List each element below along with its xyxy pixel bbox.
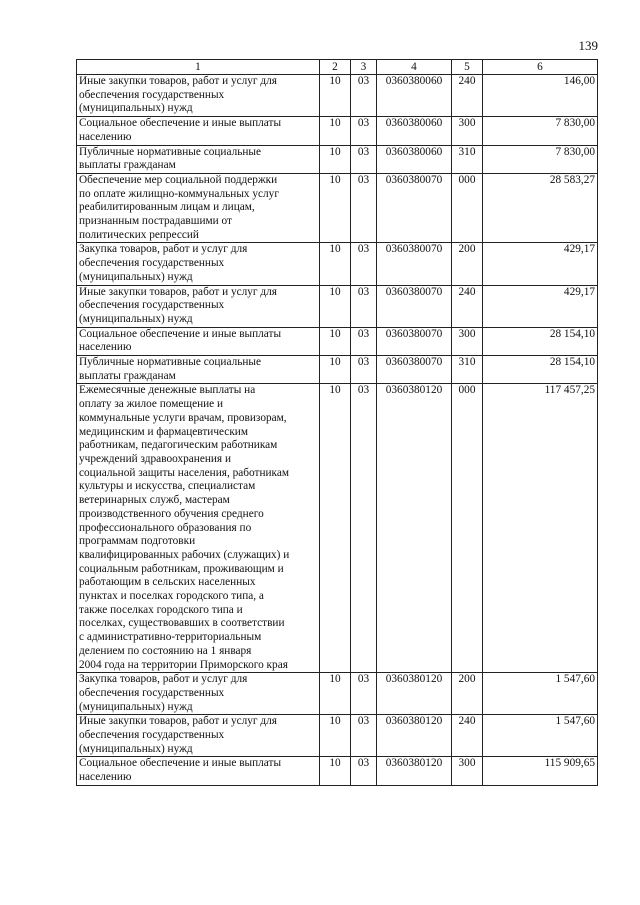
item-name-line: Закупка товаров, работ и услуг для <box>79 243 248 256</box>
item-name-line: обеспечения государственных <box>79 686 225 699</box>
amount-cell: 1 547,60 <box>483 673 598 715</box>
budget-table <box>76 59 598 786</box>
target-article-cell: 0360380060 <box>377 145 452 173</box>
section-code-cell: 10 <box>320 243 351 285</box>
expense-type-cell: 310 <box>452 356 483 384</box>
item-name-line: обеспечения государственных <box>79 257 225 270</box>
subsection-code-cell: 03 <box>351 384 377 673</box>
item-name-cell <box>77 75 320 117</box>
item-name-line: работникам, педагогическим работникам <box>79 439 278 452</box>
amount-cell: 429,17 <box>483 285 598 327</box>
item-name-cell <box>77 327 320 355</box>
item-name-line: Социальное обеспечение и иные выплаты <box>79 327 282 340</box>
section-code-cell: 10 <box>320 356 351 384</box>
item-name-cell <box>77 173 320 243</box>
expense-type-cell: 200 <box>452 243 483 285</box>
item-name-cell <box>77 117 320 145</box>
item-name-line: оплату за жилое помещение и <box>79 398 224 411</box>
item-name-line: также поселках городского типа и <box>79 603 243 616</box>
header-col-6: 6 <box>483 60 598 75</box>
table-row <box>77 384 598 673</box>
item-name-line: Публичные нормативные социальные <box>79 145 262 158</box>
item-name-line: обеспечения государственных <box>79 299 225 312</box>
item-name-line: реабилитированным лицам и лицам, <box>79 201 255 214</box>
item-name-line: Социальное обеспечение и иные выплаты <box>79 757 282 770</box>
item-name-line: населению <box>79 771 132 784</box>
amount-cell: 7 830,00 <box>483 145 598 173</box>
header-col-4: 4 <box>377 60 452 75</box>
item-name-line: программам подготовки <box>79 535 196 548</box>
item-name-line: с административно-территориальным <box>79 631 262 644</box>
expense-type-cell: 200 <box>452 673 483 715</box>
item-name-line: политических репрессий <box>79 228 199 241</box>
table-row <box>77 327 598 355</box>
item-name-line: социальным работникам, проживающим и <box>79 562 284 575</box>
expense-type-cell: 300 <box>452 757 483 785</box>
item-name-line: квалифицированных рабочих (служащих) и <box>79 548 290 561</box>
table-row <box>77 673 598 715</box>
expense-type-cell: 000 <box>452 384 483 673</box>
item-name-cell <box>77 243 320 285</box>
table-row <box>77 75 598 117</box>
item-name-line: работающим в сельских населенных <box>79 576 256 589</box>
item-name-line: Иные закупки товаров, работ и услуг для <box>79 75 277 87</box>
section-code-cell: 10 <box>320 715 351 757</box>
table-row <box>77 285 598 327</box>
section-code-cell: 10 <box>320 75 351 117</box>
amount-cell: 7 830,00 <box>483 117 598 145</box>
target-article-cell: 0360380070 <box>377 173 452 243</box>
header-col-5: 5 <box>452 60 483 75</box>
target-article-cell: 0360380070 <box>377 243 452 285</box>
subsection-code-cell: 03 <box>351 757 377 785</box>
table-row <box>77 757 598 785</box>
item-name-line: населению <box>79 341 132 354</box>
subsection-code-cell: 03 <box>351 117 377 145</box>
item-name-line: Иные закупки товаров, работ и услуг для <box>79 715 277 728</box>
expense-type-cell: 240 <box>452 75 483 117</box>
item-name-line: производственного обучения среднего <box>79 507 264 520</box>
item-name-cell <box>77 757 320 785</box>
subsection-code-cell: 03 <box>351 327 377 355</box>
amount-cell: 28 154,10 <box>483 356 598 384</box>
target-article-cell: 0360380060 <box>377 75 452 117</box>
section-code-cell: 10 <box>320 384 351 673</box>
item-name-line: социальной защиты населения, работникам <box>79 466 290 479</box>
target-article-cell: 0360380060 <box>377 117 452 145</box>
item-name-line: (муниципальных) нужд <box>79 312 193 325</box>
target-article-cell: 0360380070 <box>377 285 452 327</box>
page-number: 139 <box>578 38 598 53</box>
amount-cell: 429,17 <box>483 243 598 285</box>
expense-type-cell: 000 <box>452 173 483 243</box>
header-col-1: 1 <box>77 60 320 75</box>
item-name-line: пунктах и поселках городского типа, а <box>79 590 264 603</box>
item-name-line: ветеринарных служб, мастерам <box>79 494 230 507</box>
expense-type-cell: 310 <box>452 145 483 173</box>
item-name-line: обеспечения государственных <box>79 88 225 101</box>
item-name-line: (муниципальных) нужд <box>79 102 193 115</box>
subsection-code-cell: 03 <box>351 243 377 285</box>
header-row <box>77 60 598 75</box>
target-article-cell: 0360380120 <box>377 757 452 785</box>
target-article-cell: 0360380120 <box>377 384 452 673</box>
item-name-line: Социальное обеспечение и иные выплаты <box>79 117 282 130</box>
item-name-line: учреждений здравоохранения и <box>79 452 231 465</box>
item-name-line: медицинским и фармацевтическим <box>79 425 249 438</box>
item-name-line: Ежемесячные денежные выплаты на <box>79 384 256 397</box>
subsection-code-cell: 03 <box>351 356 377 384</box>
item-name-cell <box>77 356 320 384</box>
section-code-cell: 10 <box>320 757 351 785</box>
item-name-line: (муниципальных) нужд <box>79 742 193 755</box>
item-name-cell <box>77 715 320 757</box>
section-code-cell: 10 <box>320 145 351 173</box>
subsection-code-cell: 03 <box>351 285 377 327</box>
header-col-2: 2 <box>320 60 351 75</box>
item-name-cell <box>77 673 320 715</box>
table-row <box>77 117 598 145</box>
amount-cell: 1 547,60 <box>483 715 598 757</box>
amount-cell: 28 154,10 <box>483 327 598 355</box>
header-col-3: 3 <box>351 60 377 75</box>
target-article-cell: 0360380070 <box>377 327 452 355</box>
section-code-cell: 10 <box>320 285 351 327</box>
item-name-cell <box>77 145 320 173</box>
section-code-cell: 10 <box>320 327 351 355</box>
amount-cell: 28 583,27 <box>483 173 598 243</box>
expense-type-cell: 300 <box>452 327 483 355</box>
table-header <box>77 60 598 75</box>
item-name-line: признанным пострадавшими от <box>79 215 232 228</box>
item-name-line: выплаты гражданам <box>79 369 176 382</box>
target-article-cell: 0360380070 <box>377 356 452 384</box>
item-name-line: Закупка товаров, работ и услуг для <box>79 673 248 686</box>
amount-cell: 115 909,65 <box>483 757 598 785</box>
item-name-line: Обеспечение мер социальной поддержки <box>79 173 278 186</box>
item-name-line: выплаты гражданам <box>79 159 176 172</box>
item-name-line: Публичные нормативные социальные <box>79 356 262 369</box>
item-name-line: поселках, существовавших в соответствии <box>79 617 285 630</box>
subsection-code-cell: 03 <box>351 145 377 173</box>
item-name-line: по оплате жилищно-коммунальных услуг <box>79 187 279 200</box>
table-row <box>77 173 598 243</box>
table-row <box>77 243 598 285</box>
table-row <box>77 715 598 757</box>
amount-cell: 117 457,25 <box>483 384 598 673</box>
item-name-line: профессионального образования по <box>79 521 252 534</box>
item-name-line: культуры и искусства, специалистам <box>79 480 256 493</box>
section-code-cell: 10 <box>320 117 351 145</box>
item-name-cell <box>77 285 320 327</box>
expense-type-cell: 300 <box>452 117 483 145</box>
table-body <box>77 75 598 786</box>
section-code-cell: 10 <box>320 173 351 243</box>
table-row <box>77 356 598 384</box>
subsection-code-cell: 03 <box>351 673 377 715</box>
subsection-code-cell: 03 <box>351 75 377 117</box>
item-name-cell <box>77 384 320 673</box>
item-name-line: делением по состоянию на 1 января <box>79 644 252 657</box>
item-name-line: 2004 года на территории Приморского края <box>79 658 288 671</box>
item-name-line: коммунальные услуги врачам, провизорам, <box>79 411 287 424</box>
target-article-cell: 0360380120 <box>377 673 452 715</box>
amount-cell: 146,00 <box>483 75 598 117</box>
item-name-line: обеспечения государственных <box>79 729 225 742</box>
item-name-line: населению <box>79 130 132 143</box>
item-name-line: Иные закупки товаров, работ и услуг для <box>79 285 277 298</box>
expense-type-cell: 240 <box>452 715 483 757</box>
table-row <box>77 145 598 173</box>
item-name-line: (муниципальных) нужд <box>79 700 193 713</box>
expense-type-cell: 240 <box>452 285 483 327</box>
subsection-code-cell: 03 <box>351 715 377 757</box>
item-name-line: (муниципальных) нужд <box>79 270 193 283</box>
section-code-cell: 10 <box>320 673 351 715</box>
target-article-cell: 0360380120 <box>377 715 452 757</box>
subsection-code-cell: 03 <box>351 173 377 243</box>
